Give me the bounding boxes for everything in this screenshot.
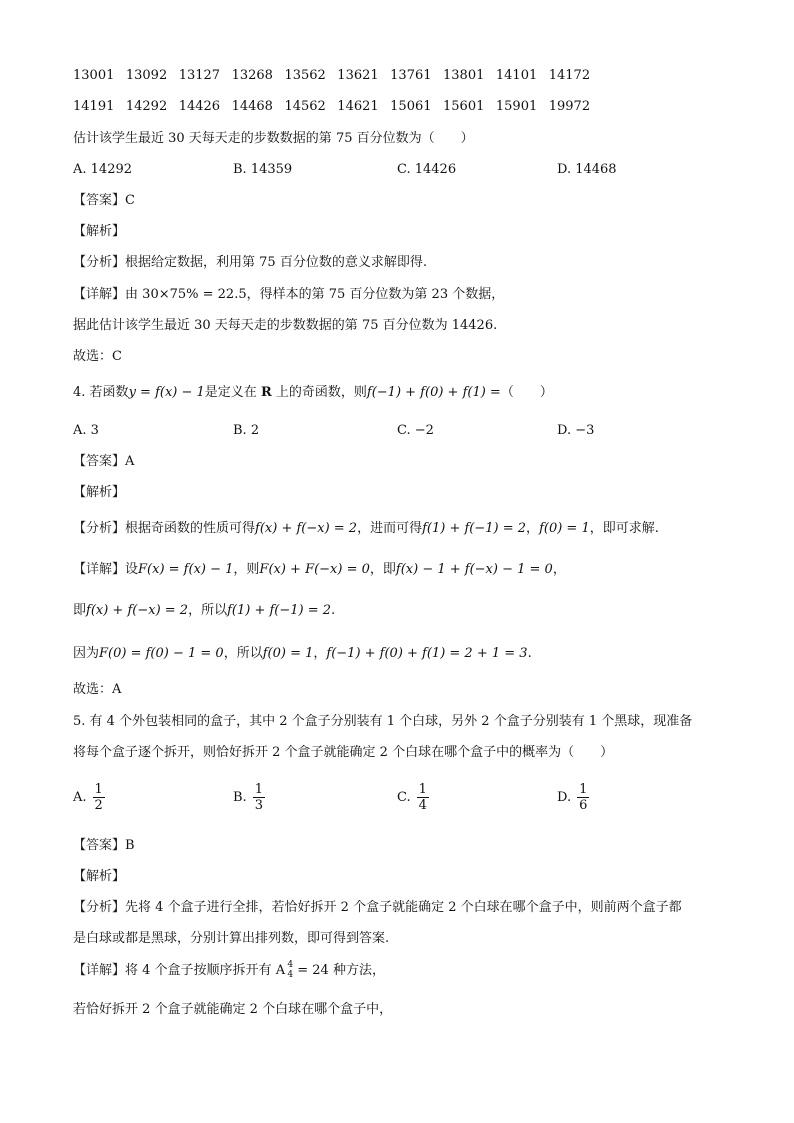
q5-xiangjie-1: [73, 962, 385, 980]
text: 即: [73, 603, 87, 618]
answer-tag: 【答案】: [73, 838, 126, 853]
q3-conclusion: 故选：C: [73, 349, 122, 364]
denominator: 6: [579, 798, 588, 813]
math: = 24: [293, 963, 329, 978]
data-cell: 15901: [495, 99, 538, 114]
option-label: D.: [557, 790, 572, 805]
text: 由: [125, 287, 139, 302]
text: 有 4 个外包装相同的盒子，其中 2 个盒子分别装有 1 个白球，另外 2 个盒子分别装有 1 个黑球，现准备: [89, 714, 693, 729]
data-cell: 13092: [125, 68, 168, 83]
q3-option-a: A. 14292: [73, 162, 133, 177]
denominator: 4: [418, 798, 427, 813]
math: f(0) = 1: [262, 646, 314, 661]
q3-fenxi: [73, 254, 427, 272]
data-cell: 13001: [73, 68, 115, 83]
q3-xiangjie: [73, 286, 504, 304]
math: f(−1) + f(0) + f(1) = 2 + 1 = 3: [326, 646, 528, 661]
q4-conclusion: 故选：A: [73, 682, 122, 697]
data-cell: 13562: [284, 68, 326, 83]
data-cell: 13801: [443, 68, 485, 83]
q4-xiangjie-1: [73, 561, 566, 579]
answer-tag: 【答案】: [73, 454, 126, 469]
math: f(1) + f(−1) = 2: [422, 521, 527, 536]
fenxi-tag: 【分析】: [73, 900, 126, 915]
math-arrangement: [276, 962, 293, 980]
q5-fenxi-line2: 是白球或都是黑球，分别计算出排列数，即可得到答案.: [73, 931, 390, 946]
q4-answer: [73, 453, 134, 471]
q5-option-c: [397, 782, 429, 813]
text: ，所以: [223, 646, 263, 661]
text: 种方法，: [332, 963, 385, 978]
q5-xiangjie-2: 若恰好拆开 2 个盒子就能确定 2 个白球在哪个盒子中，: [73, 1002, 393, 1017]
text: ，进而可得: [357, 521, 423, 536]
data-cell: 15601: [443, 99, 485, 114]
math-sub: 4: [287, 970, 294, 980]
data-row-2: [73, 98, 602, 116]
question-number: 5.: [73, 714, 86, 729]
q4-option-c: C. −2: [397, 423, 434, 438]
q3-answer: [73, 192, 135, 210]
q4-option-d: D. −3: [557, 423, 595, 438]
text: ，: [552, 562, 566, 577]
text: （ ）: [500, 385, 553, 400]
xiangjie-tag: 【详解】: [73, 287, 126, 302]
data-row-1: [73, 67, 602, 85]
q4-xiangjie-3: [73, 645, 532, 663]
q3-xiangjie-line2: 据此估计该学生最近 30 天每天走的步数数据的第 75 百分位数为 14426.: [73, 318, 498, 333]
math-A: A: [275, 963, 286, 978]
text: .: [331, 603, 336, 618]
answer-tag: 【答案】: [73, 193, 126, 208]
data-cell: 15061: [390, 99, 432, 114]
text: 是定义在: [204, 385, 257, 400]
math: F(0) = f(0) − 1 = 0: [99, 646, 224, 661]
math: f(x) + f(−x) = 2: [86, 603, 189, 618]
math: f(x) − 1 + f(−x) − 1 = 0: [395, 562, 553, 577]
math: F(x) + F(−x) = 0: [259, 562, 370, 577]
q5-analysis-tag: 【解析】: [73, 869, 126, 884]
q4-option-a: A. 3: [73, 423, 99, 438]
math: f(1) + f(−1) = 2: [227, 603, 332, 618]
math: F(x) = f(x) − 1: [138, 562, 234, 577]
text: ，则: [233, 562, 260, 577]
q4-fenxi: [73, 520, 659, 538]
q4-xiangjie-2: [73, 602, 335, 620]
numerator: 1: [579, 782, 588, 797]
data-cell: 13621: [337, 68, 379, 83]
data-cell: 14621: [337, 99, 379, 114]
q3-question: 估计该学生最近 30 天每天走的步数数据的第 75 百分位数为（ ）: [73, 131, 474, 146]
data-cell: 14101: [495, 68, 538, 83]
denominator: 2: [94, 798, 103, 813]
data-cell: 13761: [390, 68, 432, 83]
numerator: 1: [94, 782, 103, 797]
fenxi-tag: 【分析】: [73, 521, 126, 536]
answer-value: B: [125, 838, 135, 853]
fraction: [93, 782, 105, 813]
data-cell: 19972: [548, 99, 591, 114]
text: ，: [313, 646, 327, 661]
data-cell: 14426: [178, 99, 221, 114]
q3-options: [73, 160, 753, 184]
answer-value: A: [125, 454, 135, 469]
data-cell: 14292: [125, 99, 168, 114]
fraction: [577, 782, 589, 813]
answer-value: C: [125, 193, 135, 208]
text: ，即可求解.: [589, 521, 659, 536]
data-cell: 14191: [73, 99, 115, 114]
fraction: [253, 782, 265, 813]
option-label: C.: [397, 790, 411, 805]
text: 上的奇函数，则: [275, 385, 367, 400]
text: 设: [125, 562, 139, 577]
option-label: A.: [73, 790, 87, 805]
text: .: [527, 646, 532, 661]
text: 因为: [73, 646, 100, 661]
numerator: 1: [254, 782, 263, 797]
data-cell: 13127: [178, 68, 221, 83]
q3-option-d: D. 14468: [557, 162, 617, 177]
data-cell: 14562: [284, 99, 326, 114]
q5-option-a: [73, 782, 105, 813]
q4-options: [73, 421, 753, 445]
fraction: [417, 782, 429, 813]
text: ，: [526, 521, 540, 536]
math: y = f(x) − 1: [128, 385, 205, 400]
q5-options: [73, 782, 753, 822]
q4-stem: [73, 384, 553, 402]
text: 根据奇函数的性质可得: [125, 521, 256, 536]
q5-option-b: [233, 782, 265, 813]
xiangjie-tag: 【详解】: [73, 963, 126, 978]
text: 将 4 个盒子按顺序拆开有: [125, 963, 272, 978]
q4-analysis-tag: 【解析】: [73, 485, 126, 500]
xiangjie-tag: 【详解】: [73, 562, 126, 577]
denominator: 3: [254, 798, 263, 813]
math: 30×75% = 22.5: [142, 287, 247, 302]
text: ，即: [369, 562, 396, 577]
option-label: B.: [233, 790, 247, 805]
text: 先将 4 个盒子进行全排，若恰好拆开 2 个盒子就能确定 2 个白球在哪个盒子中，则前两个盒子都: [125, 900, 682, 915]
q5-fenxi: [73, 899, 682, 917]
fenxi-tag: 【分析】: [73, 255, 126, 270]
q5-option-d: [557, 782, 589, 813]
math: f(0) = 1: [539, 521, 590, 536]
q5-answer: [73, 837, 135, 855]
text: 若函数: [89, 385, 129, 400]
math: f(−1) + f(0) + f(1) =: [366, 385, 501, 400]
data-cell: 13268: [231, 68, 273, 83]
question-number: 4.: [73, 385, 86, 400]
q5-stem-line1: [73, 713, 692, 731]
math-sup: 4: [287, 960, 294, 970]
math-R: R: [260, 385, 272, 400]
fenxi-text: 根据给定数据，利用第 75 百分位数的意义求解即得.: [125, 255, 427, 270]
text: ，得样本的第 75 百分位数为第 23 个数据，: [246, 287, 505, 302]
q3-analysis-tag: 【解析】: [73, 224, 126, 239]
math: f(x) + f(−x) = 2: [255, 521, 358, 536]
q3-option-b: B. 14359: [233, 162, 293, 177]
data-cell: 14468: [231, 99, 273, 114]
q5-stem-line2: 将每个盒子逐个拆开，则恰好拆开 2 个盒子就能确定 2 个白球在哪个盒子中的概率为（ ）: [73, 745, 614, 760]
q3-option-c: C. 14426: [397, 162, 457, 177]
numerator: 1: [418, 782, 427, 797]
text: ，所以: [188, 603, 228, 618]
q4-option-b: B. 2: [233, 423, 260, 438]
data-cell: 14172: [548, 68, 591, 83]
